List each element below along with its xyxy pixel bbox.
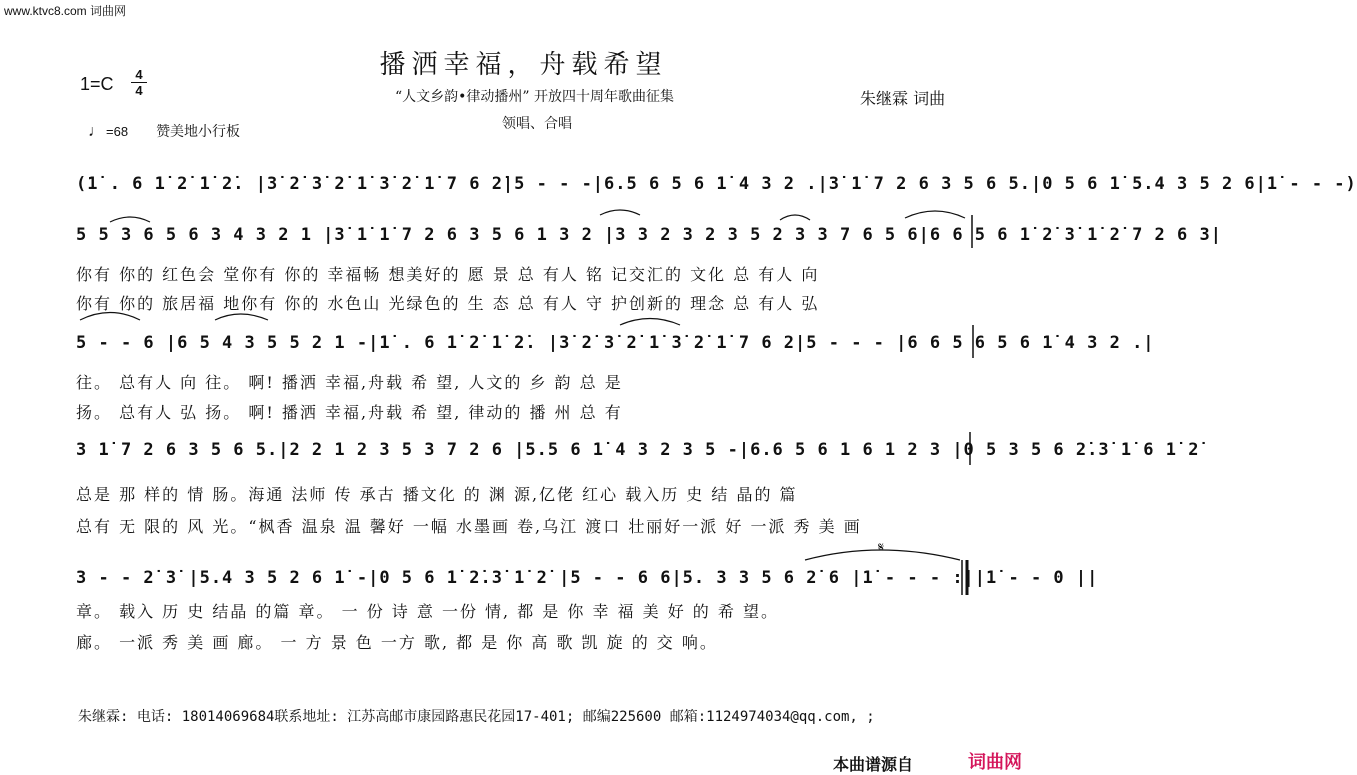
time-signature-top: 4 bbox=[135, 67, 143, 82]
author-credit: 朱继霖 词曲 bbox=[860, 89, 946, 108]
subtitle: “人文乡韵•律动播州” 开放四十周年歌曲征集 bbox=[395, 89, 675, 105]
lyric-verse2-line1: 你有 你的 旅居福 地你有 你的 水色山 光绿色的 生 态 总 有人 守 护创新的 理念 总 有人 弘 bbox=[76, 294, 820, 313]
staff-line-2: 5 5 3 6 5 6 3 4 3 2 1 |3̇ 1̇ 1̇ 7 2 6 3 5 6 1 3 2 |3 3 2 3 2 3 5 2 3 3 7 6 5 6|6 6 5 6 1̇ 2̇ 3̇ 1̇ 2̇ 7 2 6 3| bbox=[76, 225, 1222, 245]
lyric-verse2-line4: 廊。 一派 秀 美 画 廊。 一 方 景 色 一方 歌, 都 是 你 高 歌 凯 旋 的 交 响。 bbox=[76, 633, 718, 652]
lyric-verse2-line2: 扬。 总有人 弘 扬。 啊! 播洒 幸福,舟载 希 望, 律动的 播 州 总 有 bbox=[76, 403, 623, 422]
slur-arc bbox=[805, 550, 960, 560]
source-label: 本曲谱源自 bbox=[833, 755, 914, 774]
lyric-verse1-line3: 总是 那 样的 情 肠。海通 法师 传 承古 播文化 的 渊 源,亿佬 红心 载入历 史 结 晶的 篇 bbox=[76, 485, 798, 504]
lyric-verse1-line4: 章。 载入 历 史 结晶 的篇 章。 一 份 诗 意 一份 情, 都 是 你 幸 福 美 好 的 希 望。 bbox=[76, 602, 779, 621]
segno-icon: 𝄋 bbox=[878, 540, 885, 556]
contact-footer: 朱继霖: 电话: 18014069684联系地址: 江苏高邮市康园路惠民花园17-401; 邮编225600 邮箱:1124974034@qq.com, ; bbox=[78, 709, 875, 725]
slur-arc bbox=[600, 210, 640, 215]
tempo-value: =68 bbox=[106, 124, 129, 139]
lyric-verse2-line3: 总有 无 限的 风 光。“枫香 温泉 温 馨好 一幅 水墨画 卷,乌江 渡口 壮丽好一派 好 一派 秀 美 画 bbox=[76, 517, 862, 536]
slur-arc bbox=[780, 215, 810, 220]
quarter-note-icon: ♩ bbox=[88, 123, 104, 140]
staff-line-1: (1̇ . 6 1̇ 2̇ 1̇ 2̇. |3̇ 2̇ 3̇ 2̇ 1̇ 3̇ 2̇ 1̇ 7 6 2̇|5 - - -|6.5 6 5 6 1̇ 4 3 2 .|3̇ 1̇ 7 2 6 3 5 6 5.|0 5 6 1̇ 5.4 3 5 2 6|1̇ - - -) bbox=[76, 174, 1357, 194]
slur-arc bbox=[215, 314, 268, 320]
staff-line-5: 3 - - 2̇ 3̇ |5.4 3 5 2 6 1̇ -|0 5 6 1̇ 2̇.3̇ 1̇ 2̇ |5 - - 6 6|5. 3 3 5 6 2̇ 6 |1̇ - - - :||1̇ - - 0 || bbox=[76, 568, 1099, 588]
slur-arc bbox=[620, 319, 680, 326]
tempo-marking bbox=[88, 121, 240, 141]
expression-marking: 赞美地小行板 bbox=[156, 123, 241, 139]
time-signature bbox=[131, 68, 147, 97]
lyric-verse1-line2: 往。 总有人 向 往。 啊! 播洒 幸福,舟载 希 望, 人文的 乡 韵 总 是 bbox=[76, 373, 623, 392]
time-signature-bottom: 4 bbox=[135, 83, 143, 98]
site-logo: 词曲网 bbox=[968, 752, 1022, 773]
lyric-verse1-line1: 你有 你的 红色会 堂你有 你的 幸福畅 想美好的 愿 景 总 有人 铭 记交汇的 文化 总 有人 向 bbox=[76, 265, 820, 284]
staff-line-4: 3 1̇ 7 2 6 3 5 6 5.|2 2 1 2 3 5 3 7 2 6 |5.5 6 1̇ 4 3 2 3 5 -|6.6 5 6 1 6 1 2 3 |0 5 3 5 6 2̇.3̇ 1̇ 6 1̇ 2̇ bbox=[76, 440, 1200, 460]
performance-note: 领唱、合唱 bbox=[502, 116, 572, 132]
site-watermark: www.ktvc8.com 词曲网 bbox=[4, 4, 127, 18]
song-title: 播洒幸福，舟载希望 bbox=[379, 50, 668, 80]
slur-arc bbox=[905, 211, 965, 218]
staff-line-3: 5 - - 6 |6 5 4 3 5 5 2 1 -|1̇ . 6 1̇ 2̇ 1̇ 2̇. |3̇ 2̇ 3̇ 2̇ 1̇ 3̇ 2̇ 1̇ 7 6 2|5 - - - |6 6 5 6 5 6 1̇ 4 3 2 .| bbox=[76, 333, 1155, 353]
key-signature: 1=C bbox=[80, 74, 114, 94]
slur-arc bbox=[110, 217, 150, 222]
